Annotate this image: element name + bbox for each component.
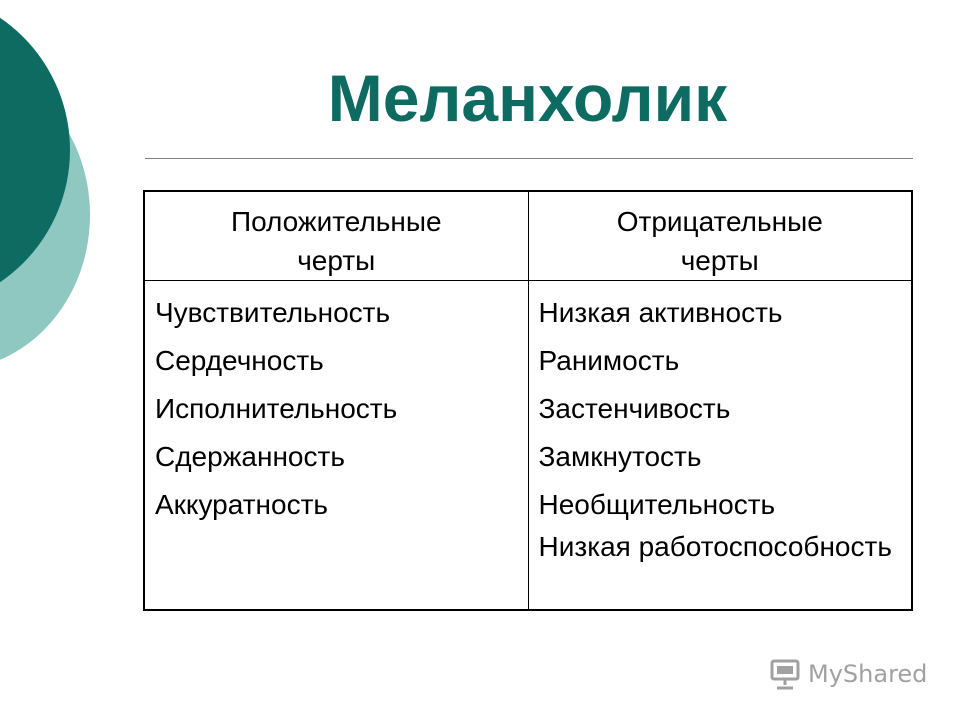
list-item: Аккуратность <box>155 489 328 520</box>
watermark <box>768 656 927 692</box>
header-text: черты <box>297 245 376 276</box>
list-item: Сердечность <box>155 345 324 376</box>
table-header-row <box>144 191 912 281</box>
watermark-text: MyShared <box>808 660 928 688</box>
header-text: черты <box>680 245 759 276</box>
presentation-board-icon <box>768 657 802 691</box>
list-item: Низкая работоспособность <box>538 531 892 562</box>
list-item: Низкая активность <box>538 297 783 328</box>
list-item: Необщительность <box>538 489 776 520</box>
header-negative-traits <box>528 191 912 281</box>
table-body-row <box>144 281 912 611</box>
list-item: Чувствительность <box>155 297 391 328</box>
negative-traits-cell <box>528 281 912 611</box>
list-item: Замкнутость <box>538 441 702 472</box>
traits-table <box>143 190 913 611</box>
header-text: Отрицательные <box>616 206 823 237</box>
header-text: Положительные <box>230 206 442 237</box>
title-divider <box>145 158 913 159</box>
header-positive-traits <box>144 191 528 281</box>
positive-traits-cell <box>144 281 528 611</box>
list-item: Ранимость <box>538 345 680 376</box>
list-item: Застенчивость <box>538 393 731 424</box>
list-item: Исполнительность <box>155 393 398 424</box>
list-item: Сдержанность <box>155 441 345 472</box>
slide-title: Меланхолик <box>327 61 728 135</box>
